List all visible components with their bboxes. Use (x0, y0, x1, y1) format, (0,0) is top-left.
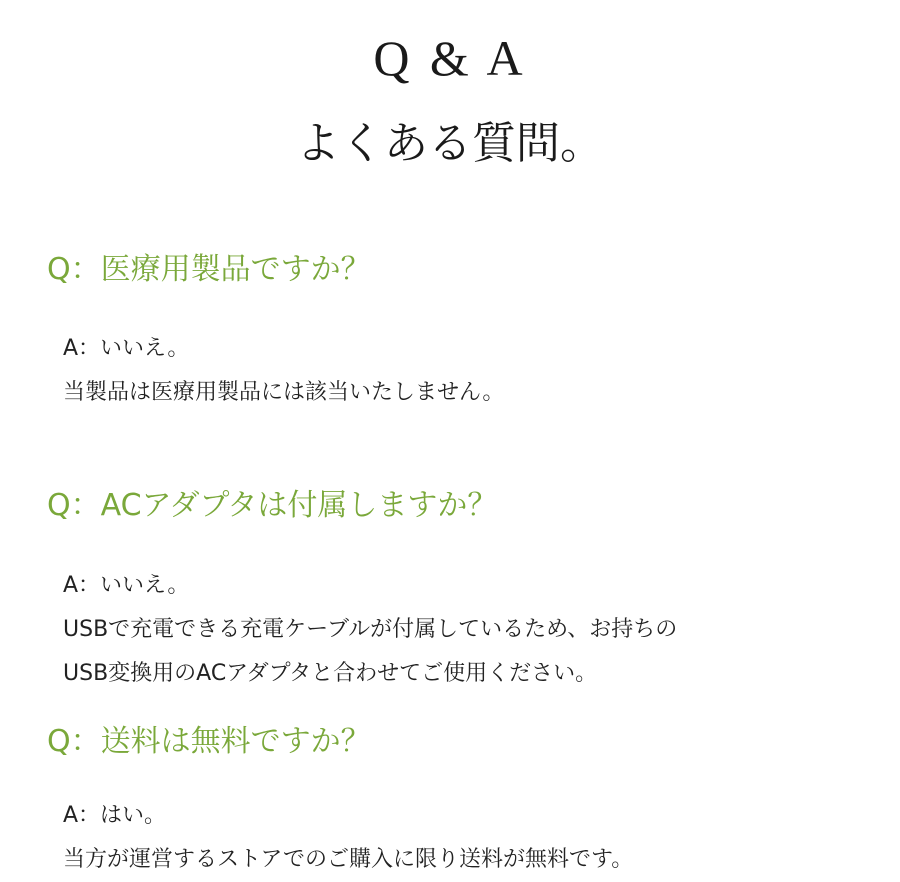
faq-question: Q：医療用製品ですか？ (47, 252, 371, 287)
page-title: Q & A (373, 30, 527, 86)
faq-header (0, 28, 900, 172)
answer-line: 当製品は医療用製品には該当いたしません。 (63, 380, 505, 405)
answer-line: A：いいえ。 (63, 573, 190, 598)
answer-line: 当方が運営するストアでのご購入に限り送料が無料です。 (63, 847, 634, 872)
page-subtitle: よくある質問。 (296, 118, 604, 169)
answer-line: USBで充電できる充電ケーブルが付属しているため、お持ちの (63, 617, 678, 642)
faq-item-medical (0, 250, 900, 415)
faq-question: Q：送料は無料ですか？ (47, 724, 371, 759)
faq-item-ac-adapter (0, 486, 900, 696)
faq-item-shipping (0, 722, 900, 882)
answer-line: A：はい。 (63, 803, 167, 828)
faq-answer (63, 794, 900, 882)
answer-line: USB変換用のACアダプタと合わせてご使用ください。 (63, 661, 598, 686)
faq-question: Q：ACアダプタは付属しますか？ (47, 488, 498, 523)
answer-line: A：いいえ。 (63, 336, 190, 361)
faq-answer (63, 564, 900, 696)
faq-answer (63, 327, 900, 415)
